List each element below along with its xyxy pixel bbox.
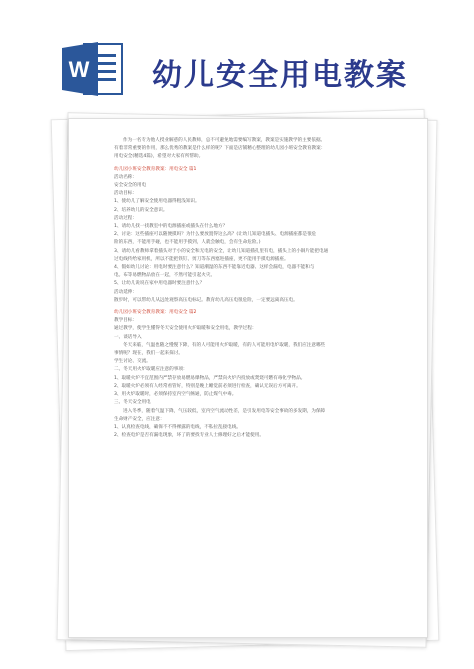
text-line: 通过教学，使学生懂得冬天安全使用火炉取暖和安全用电，教学过程： bbox=[114, 326, 257, 332]
text-line: 险的东西，不能用手碰，也不能用手摸到，人就会触电，会有生命危险。) bbox=[114, 240, 261, 246]
text-line: 1、使幼儿了解安全使用电器得粗浅知识。 bbox=[114, 199, 200, 205]
document-page bbox=[68, 118, 428, 638]
text-line: 1、取暖火炉不宜范围内严禁存放易燃易爆物品，严禁向火炉内投放或焚烧可燃有毒化学物品。 bbox=[114, 375, 306, 381]
page-title: 幼儿安全用电教案 bbox=[152, 58, 408, 93]
text-line: 2、讨论：这些插座可以随便摸吗？为什么要放置得这么高？(让幼儿知道电插头、电源插座都是很危 bbox=[114, 232, 317, 238]
text-line: 用电安全(精选4篇)，希望对大家有所帮助。 bbox=[114, 154, 204, 160]
text-line: 二、冬天用火炉取暖应注意的事项： bbox=[114, 367, 188, 373]
text-line: 一、谈话导入 bbox=[114, 334, 142, 340]
text-line: 4、假如幼儿讨论：用电时要注意什么？知道潮湿的东西不能靠近电器、这样会漏电，电器不能和与 bbox=[114, 265, 315, 271]
section-heading: 幼儿园小班安全教育教案：用电安全 篇2 bbox=[114, 310, 197, 316]
text-line: 活动过程： bbox=[114, 215, 137, 221]
text-line: 冬天来临，气温也随之慢慢下降，有的人可能用火炉取暖，有的人可能用电炉取暖，我们应注意哪些 bbox=[123, 342, 326, 348]
header bbox=[0, 0, 474, 118]
text-line: 活动目标： bbox=[114, 191, 137, 197]
text-line: 3、请幼儿看教师拿着插头对于小的安全和无电的安全，让幼儿知道插孔里有电，插头上的小铜片能把电通 bbox=[114, 248, 329, 254]
text-line: 教学目标： bbox=[114, 318, 137, 324]
text-line: 学生讨论、交流。 bbox=[114, 359, 151, 365]
text-line: 2、取暖火炉必须有人经常看管好，特别是晚上睡觉前必须进行检查，确认无误后方可离开。 bbox=[114, 383, 301, 389]
text-line: 事情呢？现在，我们一起来探讨。 bbox=[114, 351, 183, 357]
text-line: 过电线传给家用机，所以不能把铁钉、剪刀等东西塞进插座，更不能用手摸电源插座。 bbox=[114, 256, 289, 262]
text-line: 生命财产安全，应注意： bbox=[114, 416, 165, 422]
word-icon-letter: W bbox=[68, 57, 90, 82]
text-line: 2、培养幼儿的安全意识。 bbox=[114, 207, 168, 213]
text-line: 安全安全的用电 bbox=[114, 183, 147, 189]
section-heading: 幼儿园小班安全教育教案：用电安全 篇1 bbox=[114, 166, 197, 172]
text-line: 作为一名专为他人授业解惑的人民教师，总不可避免地需要编写教案，教案是实施教学的主要依据。 bbox=[123, 138, 326, 143]
text-line: 2、检查电炉是否有漏电现象，坏了的要找专业人士修理好之后才能使用。 bbox=[114, 433, 264, 439]
text-line: 活动名称： bbox=[114, 174, 137, 180]
text-line: 3、用火炉取暖时，必须保持室内空气畅通，防止煤气中毒。 bbox=[114, 392, 237, 398]
word-icon bbox=[62, 40, 126, 98]
text-line: 三、冬天安全用电 bbox=[114, 400, 151, 406]
text-line: 活动延伸： bbox=[114, 289, 137, 295]
text-line: 进入冬季，随着气温下降，气压较低，室内空气流动性差，是引发用电等安全事故的多发期，为保障 bbox=[123, 408, 326, 414]
document-body bbox=[114, 137, 404, 440]
text-line: 电。布等易燃物品放在一起，不然可能引起火灾。 bbox=[114, 273, 216, 279]
text-line: 有着非常重要的作用，那么优秀的教案是什么样的呢？下面是店铺精心整理的幼儿园小班安全教育教案： bbox=[114, 146, 326, 152]
text-line: 散步时，可以带幼儿从远处观察高压电标记。教育幼儿高压电很危险，一定要远离高压电。 bbox=[114, 297, 298, 303]
text-line: 1、认真检查电线，确保不不得裸露的电线，不私拉乱接电线。 bbox=[114, 424, 241, 430]
text-line: 1、请幼儿找一找教室中的电源插座或插头在什么地方？ bbox=[114, 224, 228, 230]
text-line: 5、让幼儿说说在家中用电器时要注意什么？ bbox=[114, 281, 205, 287]
